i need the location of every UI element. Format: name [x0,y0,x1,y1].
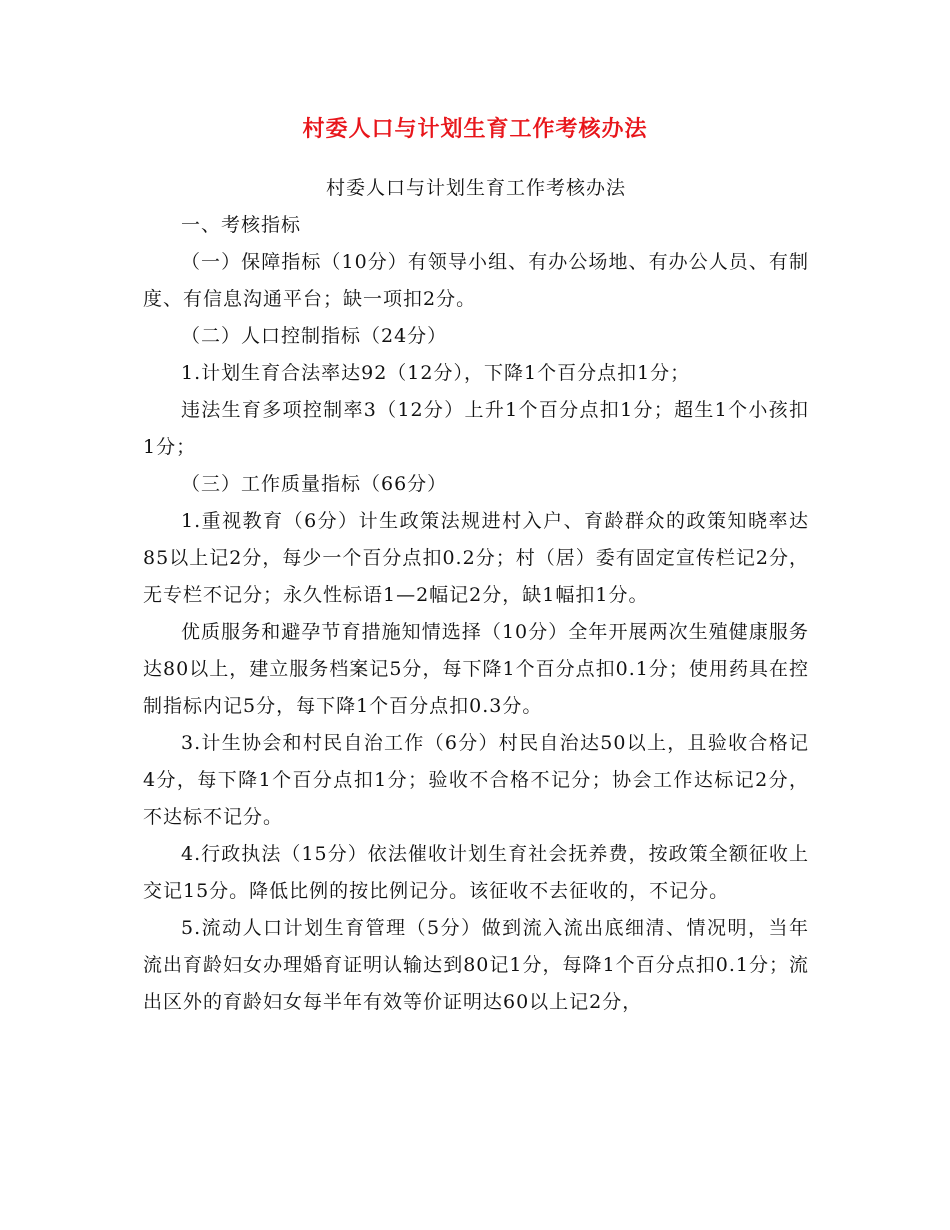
paragraph-quality-service: 优质服务和避孕节育措施知情选择（10分）全年开展两次生殖健康服务达80以上，建立服务档案记5分，每下降1个百分点扣0.1分；使用药具在控制指标内记5分，每下降1个百分点扣0.3分。 [143,621,809,717]
document-body [143,170,809,1021]
paragraph-administrative-enforcement: 4.行政执法（15分）依法催收计划生育社会抚养费，按政策全额征收上交记15分。降低比例的按比例记分。该征收不去征收的，不记分。 [143,843,809,902]
document-title: 村委人口与计划生育工作考核办法 [302,116,648,142]
document-subtitle: 村委人口与计划生育工作考核办法 [325,177,626,199]
paragraph-association-autonomy: 3.计生协会和村民自治工作（6分）村民自治达50以上，且验收合格记4分，每下降1个百分点扣1分；验收不合格不记分；协会工作达标记2分，不达标不记分。 [143,732,809,828]
paragraph-illegal-birth-control: 违法生育多项控制率3（12分）上升1个百分点扣1分；超生1个小孩扣1分； [143,399,809,458]
paragraph-floating-population: 5.流动人口计划生育管理（5分）做到流入流出底细清、情况明，当年流出育龄妇女办理婚育证明认输达到80记1分，每降1个百分点扣0.1分；流出区外的育龄妇女每半年有效等价证明达60以上记2分， [143,917,809,1013]
paragraph-guarantee-indicators: （一）保障指标（10分）有领导小组、有办公场地、有办公人员、有制度、有信息沟通平台；缺一项扣2分。 [143,251,809,310]
paragraph-education: 1.重视教育（6分）计生政策法规进村入户、育龄群众的政策知晓率达85以上记2分，每少一个百分点扣0.2分；村（居）委有固定宣传栏记2分，无专栏不记分；永久性标语1—2幅记2分，缺1幅扣1分。 [143,510,809,606]
section-heading-indicators: 一、考核指标 [181,214,302,236]
paragraph-legal-birth-rate: 1.计划生育合法率达92（12分），下降1个百分点扣1分； [181,362,691,384]
paragraph-population-control-heading: （二）人口控制指标（24分） [181,325,448,347]
paragraph-work-quality-heading: （三）工作质量指标（66分） [181,473,448,495]
